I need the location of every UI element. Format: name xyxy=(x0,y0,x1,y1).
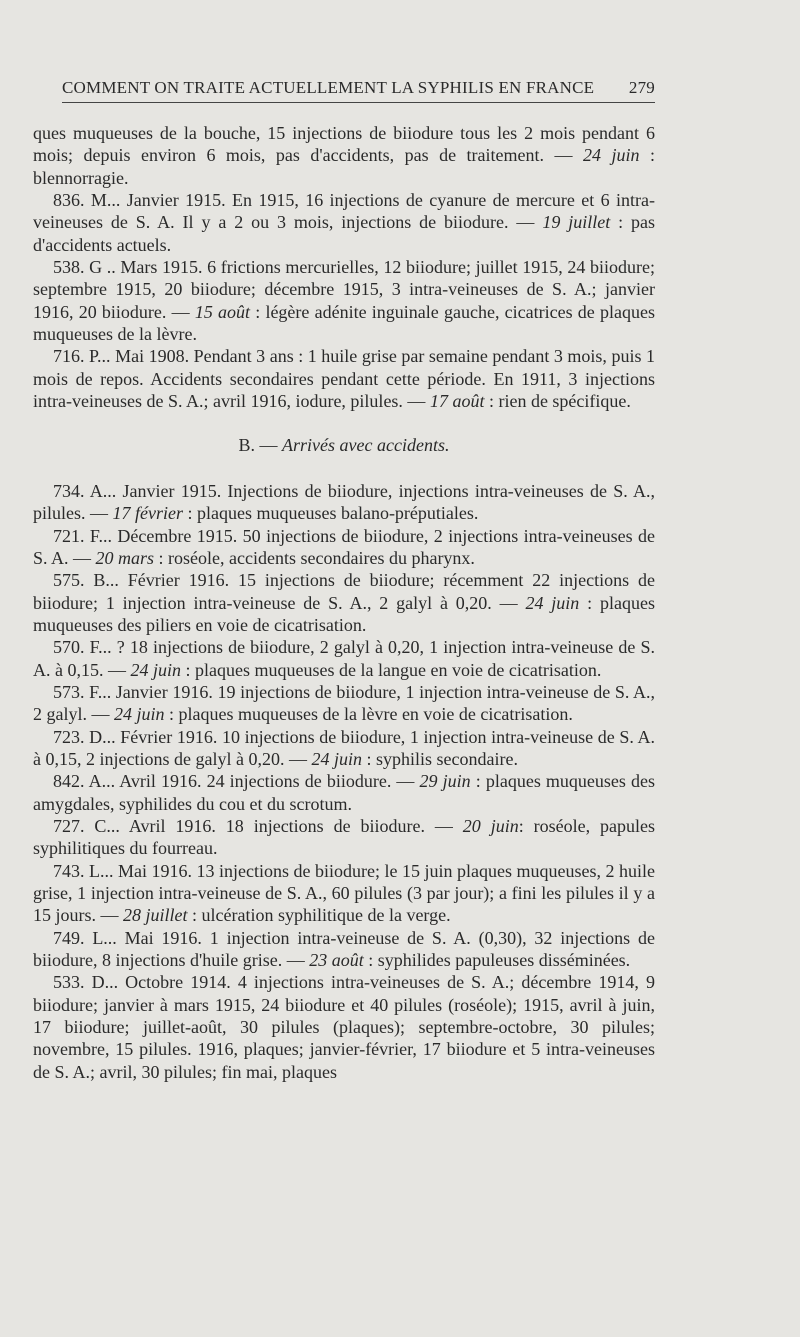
running-head-title: COMMENT ON TRAITE ACTUELLEMENT LA SYPHILIS EN FRANCE xyxy=(62,78,595,97)
case-entry: 575. B... Février 1916. 15 injections de biiodure; récemment 22 injections de biiodure; 1 injection intra-veineuse de S. A., 2 galyl à 0,20. — 24 juin : plaques muqueuses des piliers en voie de cicatrisation. xyxy=(33,570,655,635)
case-entry: 573. F... Janvier 1916. 19 injections de biiodure, 1 injection intra-veineuse de S. A., 2 galyl. — 24 juin : plaques muqueuses de la lèvre en voie de cicatrisation. xyxy=(33,681,655,725)
case-entry: 836. M... Janvier 1915. En 1915, 16 injections de cyanure de mercure et 6 intra-veineuses de S. A. Il y a 2 ou 3 mois, injections de biiodure. — 19 juillet : pas d'accidents actuels. xyxy=(33,190,655,255)
section-b-entries xyxy=(33,480,655,1083)
case-entry: 533. D... Octobre 1914. 4 injections intra-veineuses de S. A.; décembre 1914, 9 biiodure; janvier à mars 1915, 24 biiodure et 40 pilules (roséole); 1915, avril à juin, 17 biiodure; juillet-août, 30 pilules (plaques); septembre-octobre, 30 pilules; novembre, 15 pilules. 1916, plaques; janvier-février, 17 biiodure et 5 intra-veineuses de S. A.; avril, 30 pilules; fin mai, plaques xyxy=(33,972,655,1082)
section-a-entries xyxy=(33,189,655,412)
case-entry: 570. F... ? 18 injections de biiodure, 2 galyl à 0,20, 1 injection intra-veineuse de S. A. à 0,15. — 24 juin : plaques muqueuses de la langue en voie de cicatrisation. xyxy=(33,637,655,680)
continuation-paragraph: ques muqueuses de la bouche, 15 injections de biiodure tous les 2 mois pendant 6 mois; depuis environ 6 mois, pas d'accidents, pas de traitement. — 24 juin : blennorragie. xyxy=(33,123,655,188)
page-body xyxy=(33,122,655,1083)
page-number: 279 xyxy=(628,78,655,97)
case-entry: 842. A... Avril 1916. 24 injections de biiodure. — 29 juin : plaques muqueuses des amygdales, syphilides du cou et du scrotum. xyxy=(33,771,656,814)
section-heading: B. — Arrivés avec accidents. xyxy=(238,435,450,456)
case-entry: 538. G .. Mars 1915. 6 frictions mercurielles, 12 biiodure; juillet 1915, 24 biiodure; septembre 1915, 20 biiodure; décembre 1915, 3 intra-veineuses de S. A.; janvier 1916, 20 biiodure. — 15 août : légère adénite inguinale gauche, cicatrices de plaques muqueuses de la lèvre. xyxy=(33,257,655,345)
case-entry: 743. L... Mai 1916. 13 injections de biiodure; le 15 juin plaques muqueuses, 2 huile grise, 1 injection intra-veineuse de S. A., 60 pilules (3 par jour); a fini les pilules il y a 15 jours. — 28 juillet : ulcération syphilitique de la verge. xyxy=(33,860,655,926)
case-entry: 727. C... Avril 1916. 18 injections de biiodure. — 20 juin: roséole, papules syphilitiques du fourreau. xyxy=(33,815,655,859)
running-head xyxy=(62,74,655,103)
case-entry: 734. A... Janvier 1915. Injections de biiodure, injections intra-veineuses de S. A., pilules. — 17 février : plaques muqueuses balano-préputiales. xyxy=(33,480,655,524)
case-entry: 749. L... Mai 1916. 1 injection intra-veineuse de S. A. (0,30), 32 injections de biiodure, 8 injections d'huile grise. — 23 août : syphilides papuleuses disséminées. xyxy=(33,927,655,971)
case-entry: 716. P... Mai 1908. Pendant 3 ans : 1 huile grise par semaine pendant 3 mois, puis 1 mois de repos. Accidents secondaires pendant cette période. En 1911, 3 injections intra-veineuses de S. A.; avril 1916, iodure, pilules. — 17 août : rien de spécifique. xyxy=(33,346,655,412)
case-entry: 723. D... Février 1916. 10 injections de biiodure, 1 injection intra-veineuse de S. A. à 0,15, 2 injections de galyl à 0,20. — 24 juin : syphilis secondaire. xyxy=(33,726,655,769)
case-entry: 721. F... Décembre 1915. 50 injections de biiodure, 2 injections intra-veineuses de S. A. — 20 mars : roséole, accidents secondaires du pharynx. xyxy=(33,525,655,568)
